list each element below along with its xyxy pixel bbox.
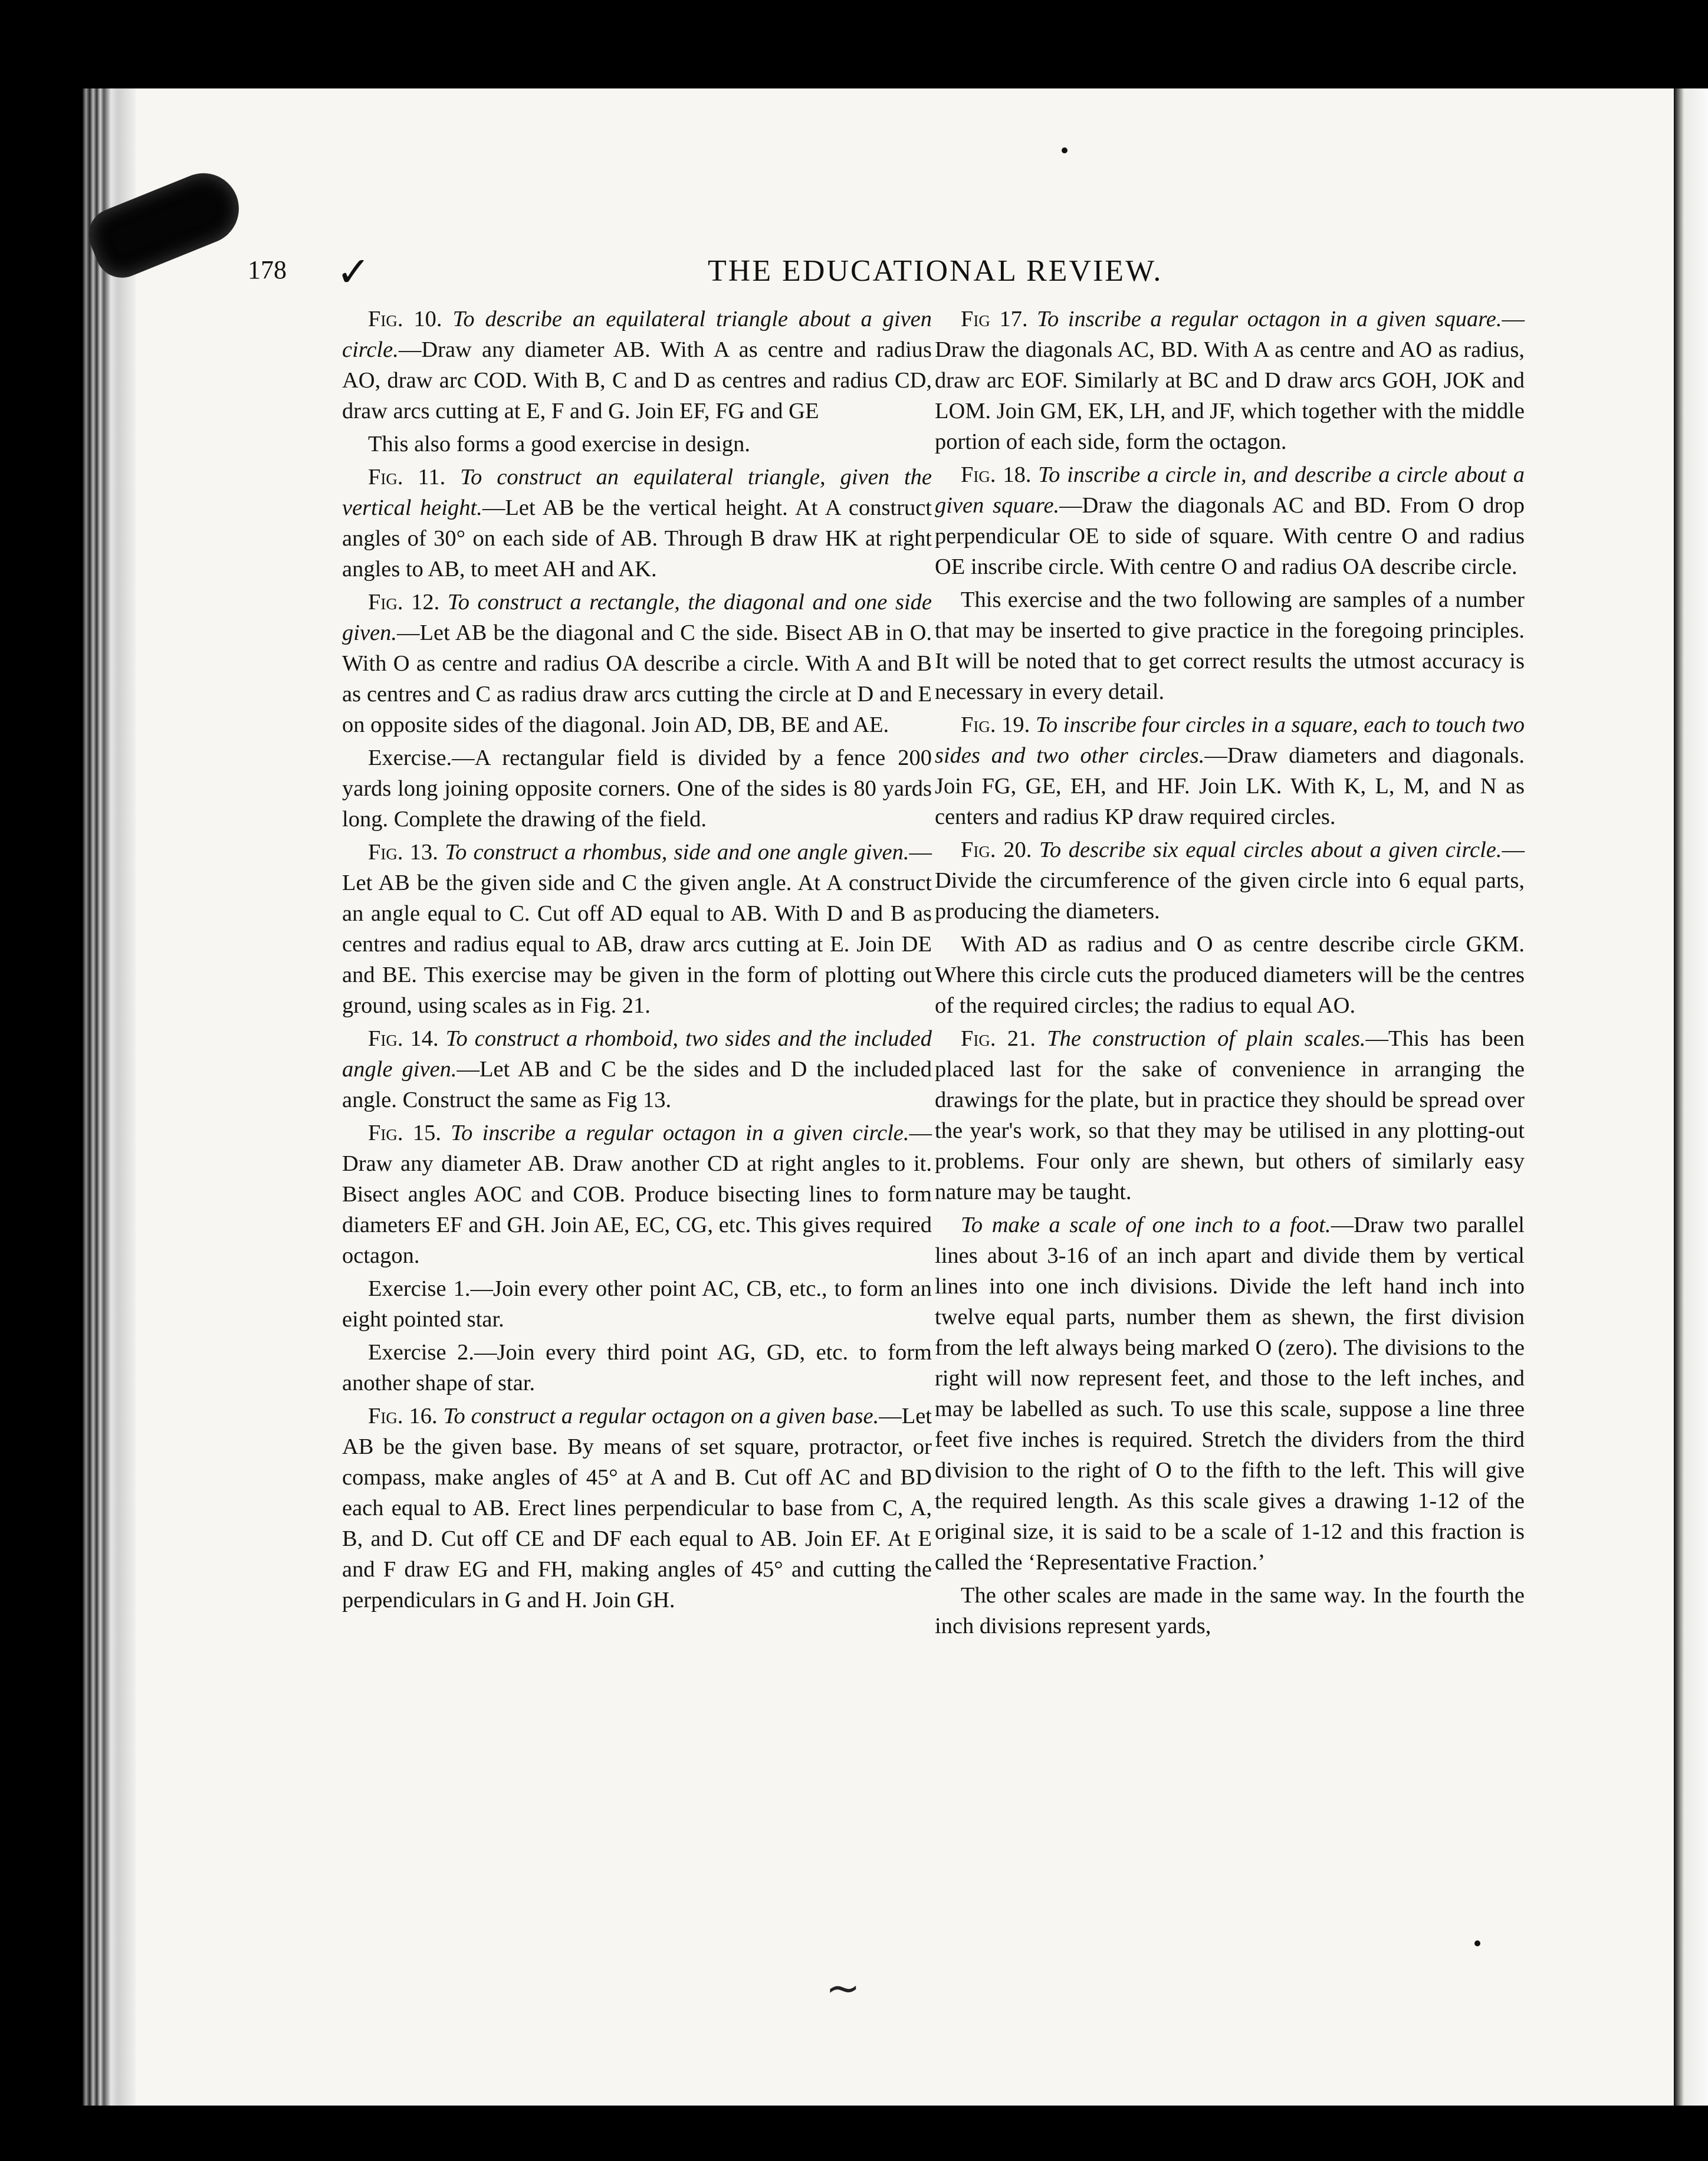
running-head: THE EDUCATIONAL REVIEW. [708, 254, 1163, 288]
book-gutter [83, 88, 136, 2106]
speck [1474, 1940, 1480, 1946]
paragraph: This exercise and the two following are samples of a number that may be inserted to give practice in the foregoing principles. It will be noted that to get correct results the utmost accuracy is necessary in every detail. [935, 587, 1525, 704]
paragraph: Fig 17. To inscribe a regular octagon in a given square.—Draw the diagonals AC, BD. With A as centre and AO as radius, draw arc EOF. Similarly at BC and D draw arcs GOH, JOK and LOM. Join GM, EK, LH, and JF, which together with the middle portion of each side, form the octagon. [935, 307, 1525, 454]
paragraph: Exercise 1.—Join every other point AC, CB, etc., to form an eight pointed star. [342, 1276, 932, 1332]
paragraph: To make a scale of one inch to a foot.—Draw two parallel lines about 3-16 of an inch apart and divide them by vertical lines into one inch divisions. Divide the left hand inch into twelve equal parts, number them as shewn, the first division from the left always being marked O (zero). The divisions to the right will now represent feet, and those to the left inches, and may be labelled as such. To use this scale, suppose a line three feet five inches is required. Stretch the dividers from the third division to the right of O to the fifth to the left. This will give the required length. As this scale gives a drawing 1-12 of the original size, it is said to be a scale of 1-12 and this fraction is called the ‘Representative Fraction.’ [935, 1213, 1525, 1575]
pencil-tick-mark: ✓ [336, 248, 371, 296]
paragraph: Fig. 21. The construction of plain scales.—This has been placed last for the sake of convenience in arranging the drawings for the plate, but in practice they should be spread over the year's work, so that they may be utilised in any plotting-out problems. Four only are shewn, but others of similarly easy nature may be taught. [935, 1026, 1525, 1204]
speck [1062, 147, 1068, 153]
paragraph: Fig. 15. To inscribe a regular octagon in a given circle.—Draw any diameter AB. Draw another CD at right angles to it. Bisect angles AOC and COB. Produce bisecting lines to form diameters EF and GH. Join AE, EC, CG, etc. This gives required octagon. [342, 1121, 932, 1268]
page-number: 178 [248, 255, 287, 284]
paragraph: Fig. 13. To construct a rhombus, side and one angle given.—Let AB be the given side and C the given angle. At A construct an angle equal to C. Cut off AD equal to AB. With D and B as centres and radius equal to AB, draw arcs cutting at E. Join DE and BE. This exercise may be given in the form of plotting out ground, using scales as in Fig. 21. [342, 840, 932, 1018]
paragraph: Fig. 20. To describe six equal circles about a given circle.—Divide the circumference of the given circle into 6 equal parts, producing the diameters. [935, 838, 1525, 924]
right-column [935, 304, 1525, 1641]
paragraph: The other scales are made in the same way. In the fourth the inch divisions represent yards, [935, 1583, 1525, 1638]
left-column [342, 304, 932, 1615]
paragraph: This also forms a good exercise in design. [368, 432, 750, 456]
paragraph: Exercise.—A rectangular field is divided by a fence 200 yards long joining opposite corners. One of the sides is 80 yards long. Complete the drawing of the field. [342, 745, 932, 832]
page-edge [1674, 88, 1708, 2106]
paragraph: Exercise 2.—Join every third point AG, GD, etc. to form another shape of star. [342, 1340, 932, 1395]
paragraph: Fig. 18. To inscribe a circle in, and describe a circle about a given square.—Draw the diagonals AC and BD. From O drop perpendicular OE to side of square. With centre O and radius OE inscribe circle. With centre O and radius OA describe circle. [935, 462, 1525, 579]
paragraph: With AD as radius and O as centre describe circle GKM. Where this circle cuts the produced diameters will be the centres of the required circles; the radius to equal AO. [935, 932, 1525, 1018]
paragraph: Fig. 16. To construct a regular octagon on a given base.—Let AB be the given base. By means of set square, protractor, or compass, make angles of 45° at A and B. Cut off AC and BD each equal to AB. Erect lines perpendicular to base from C, A, B, and D. Cut off CE and DF each equal to AB. Join EF. At E and F draw EG and FH, making angles of 45° and cutting the perpendiculars in G and H. Join GH. [342, 1404, 932, 1612]
page-header [248, 248, 1516, 295]
pencil-squiggle: ~ [826, 1964, 860, 2012]
paragraph: Fig. 10. To describe an equilateral triangle about a given circle.—Draw any diameter AB. With A as centre and radius AO, draw arc COD. With B, C and D as centres and radius CD, draw arcs cutting at E, F and G. Join EF, FG and GE [342, 307, 932, 423]
paragraph: Fig. 11. To construct an equilateral triangle, given the vertical height.—Let AB be the vertical height. At A construct angles of 30° on each side of AB. Through B draw HK at right angles to AB, to meet AH and AK. [342, 465, 932, 582]
paragraph: Fig. 12. To construct a rectangle, the diagonal and one side given.—Let AB be the diagonal and C the side. Bisect AB in O. With O as centre and radius OA describe a circle. With A and B as centres and C as radius draw arcs cutting the circle at D and E on opposite sides of the diagonal. Join AD, DB, BE and AE. [342, 590, 932, 737]
paragraph: Fig. 19. To inscribe four circles in a square, each to touch two sides and two other circles.—Draw diameters and diagonals. Join FG, GE, EH, and HF. Join LK. With K, L, M, and N as centers and radius KP draw required circles. [935, 712, 1525, 829]
paragraph: Fig. 14. To construct a rhomboid, two sides and the included angle given.—Let AB and C be the sides and D the included angle. Construct the same as Fig 13. [342, 1026, 932, 1112]
